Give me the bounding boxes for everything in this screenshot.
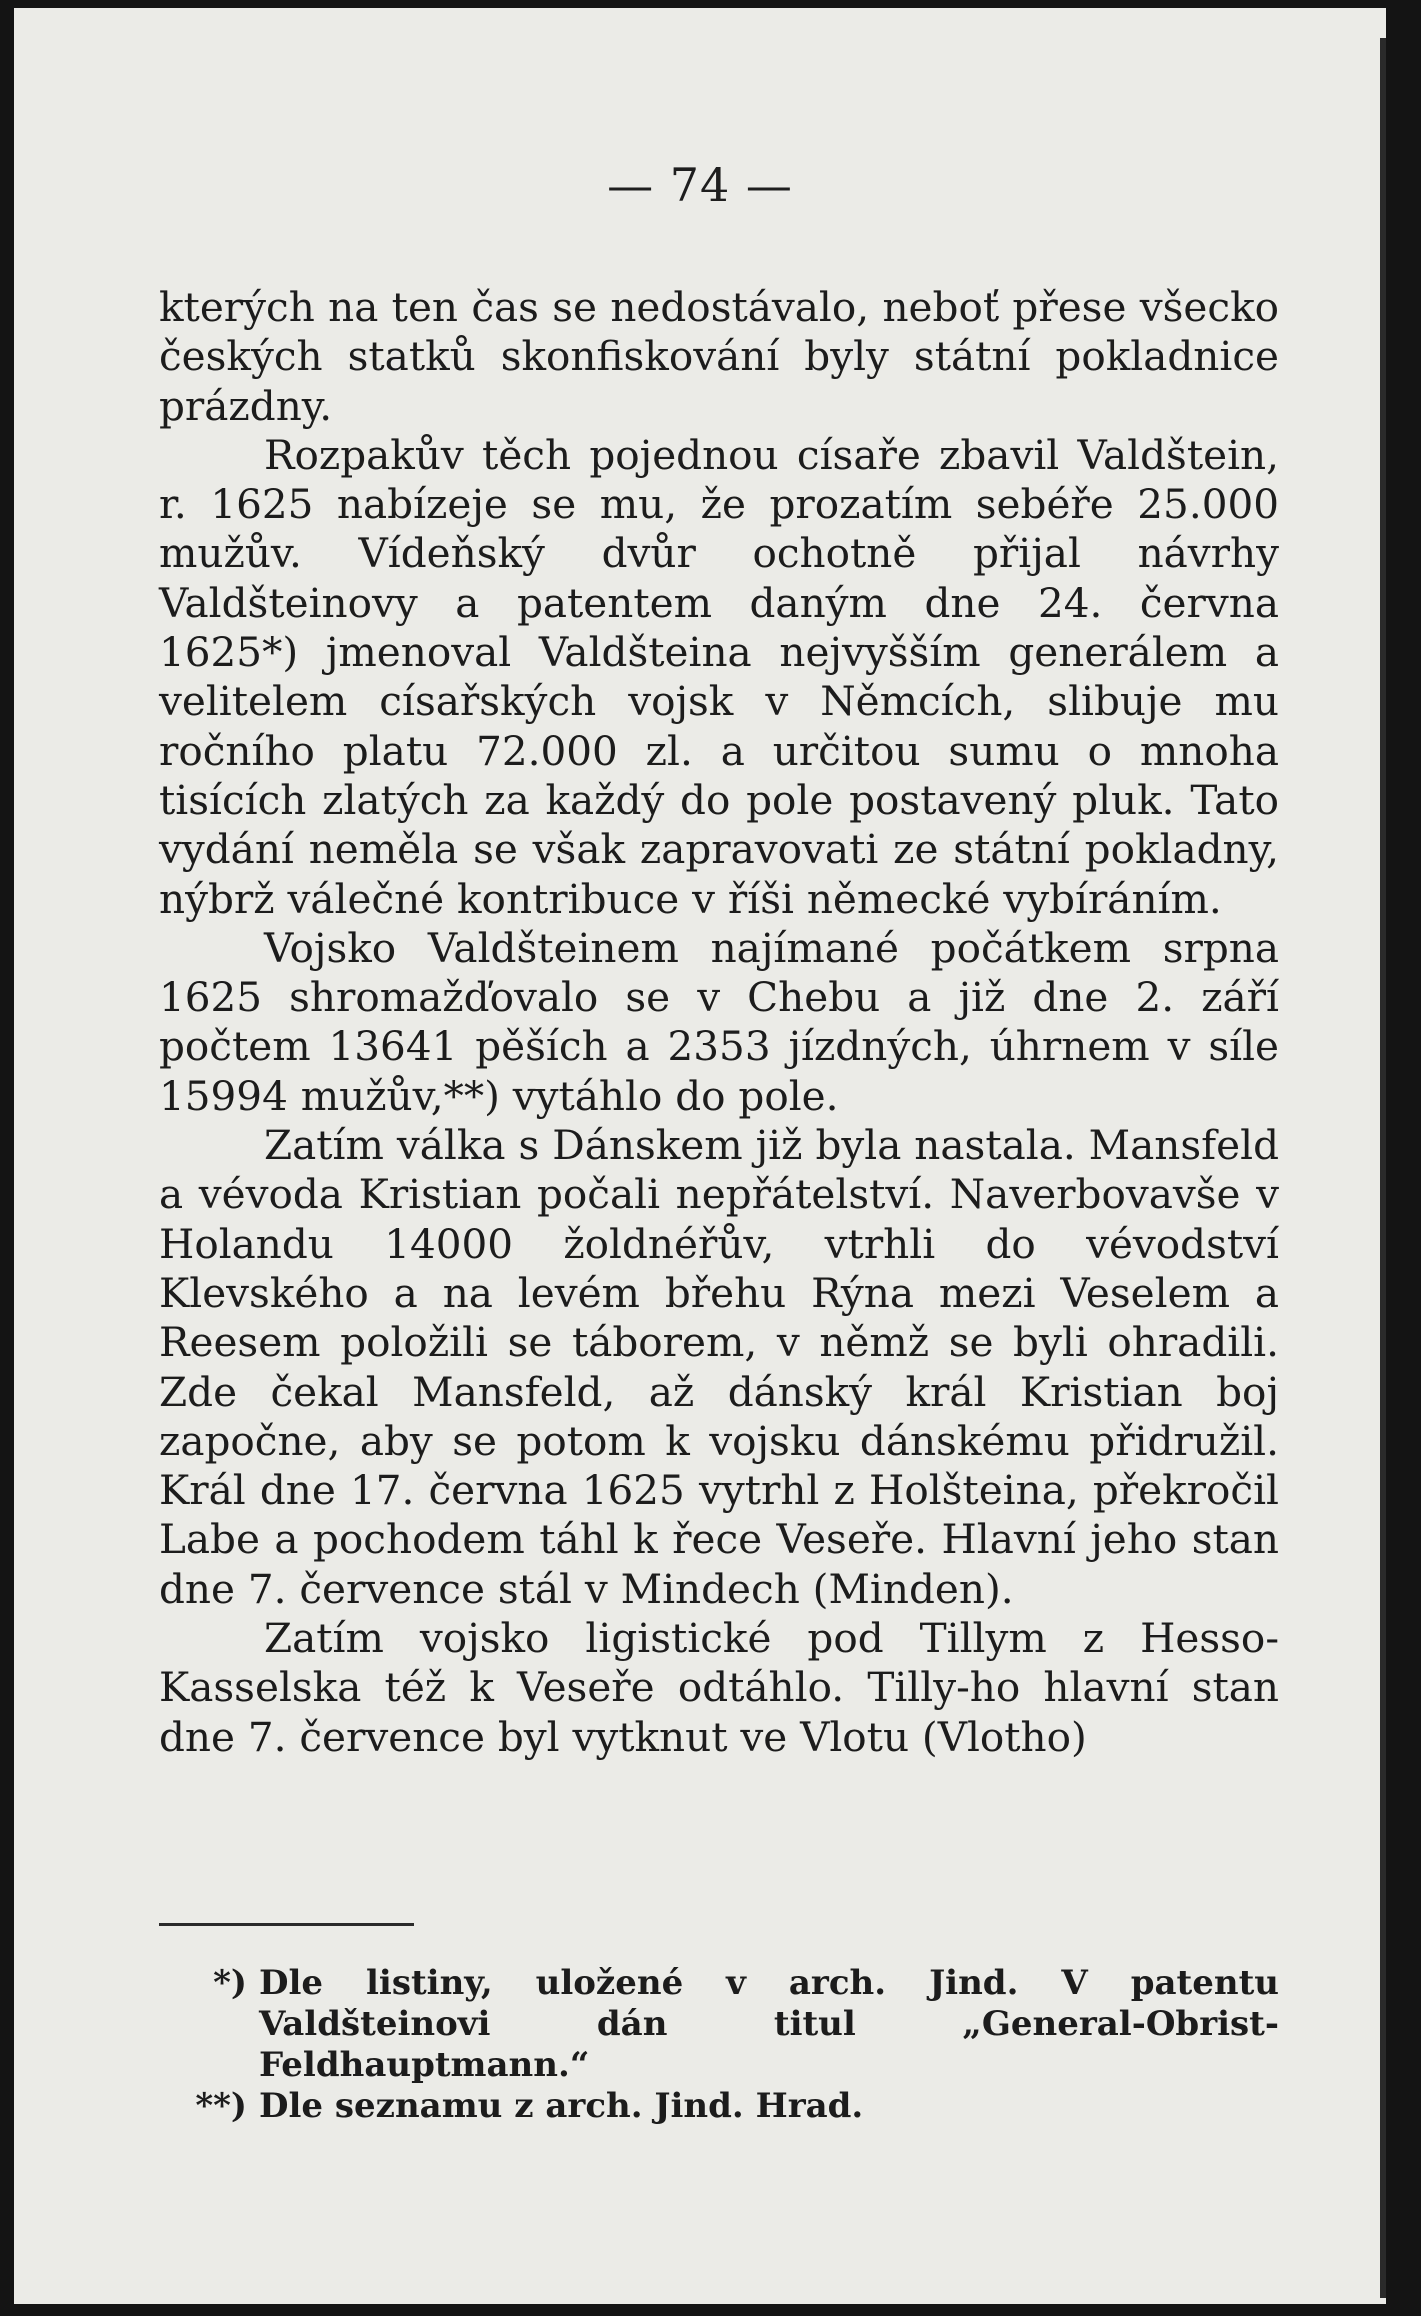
paragraph: Zatím vojsko ligistické pod Tillym z Hesso-Kasselska též k Veseře odtáhlo. Tilly-ho hlavní stan dne 7. července byl vytknut ve Vlotu (Vlotho) — [159, 1614, 1279, 1761]
footnote-mark: *) — [213, 1963, 247, 2003]
page-edge-shadow — [1380, 38, 1386, 2298]
footnote-mark: **) — [195, 2086, 247, 2126]
paragraph: Rozpakův těch pojednou císaře zbavil Valdštein, r. 1625 nabízeje se mu, že prozatím sebéře 25.000 mužův. Vídeňský dvůr ochotně přijal návrhy Valdšteinovy a patentem daným dne 24. června 1625*) jmenoval Valdšteina nejvyšším generálem a velitelem císařských vojsk v Němcích, slibuje mu ročního platu 72.000 zl. a určitou sumu o mnoha tisících zlatých za každý do pole postavený pluk. Tato vydání neměla se však zapravovati ze státní pokladny, nýbrž válečné kontribuce v říši německé vybíráním. — [159, 430, 1279, 923]
paragraph: Zatím válka s Dánskem již byla nastala. Mansfeld a vévoda Kristian počali nepřátelství. Naverbovavše v Holandu 14000 žoldnéřův, vtrhli do vévodství Klevského a na levém břehu Rýna mezi Veselem a Reesem položili se táborem, v němž se byli ohradili. Zde čekal Mansfeld, až dánský král Kristian boj započne, aby se potom k vojsku dánskému přidružil. Král dne 17. června 1625 vytrhl z Holšteina, překročil Labe a pochodem táhl k řece Veseře. Hlavní jeho stan dne 7. července stál v Mindech (Minden). — [159, 1121, 1279, 1613]
footnote — [159, 1963, 1279, 2086]
footnote-divider — [159, 1923, 414, 1926]
paragraph: Vojsko Valdšteinem najímané počátkem srpna 1625 shromažďovalo se v Chebu a již dne 2. září počtem 13641 pěších a 2353 jízdných, úhrnem v síle 15994 mužův,**) vytáhlo do pole. — [159, 923, 1279, 1120]
page-number: — 74 — — [607, 158, 793, 212]
footnote-text: Dle listiny, uložené v arch. Jind. V patentu Valdšteinovi dán titul „General-Obrist-Feldhauptmann.“ — [259, 1963, 1279, 2085]
book-page — [14, 8, 1386, 2304]
footnote-text: Dle seznamu z arch. Jind. Hrad. — [259, 2086, 864, 2126]
footnotes — [159, 1963, 1279, 2127]
body-text — [159, 283, 1279, 1762]
footnote — [159, 2086, 1279, 2127]
paragraph: kterých na ten čas se nedostávalo, neboť přese všecko českých statků skonfiskování byly státní pokladnice prázdny. — [159, 283, 1279, 430]
